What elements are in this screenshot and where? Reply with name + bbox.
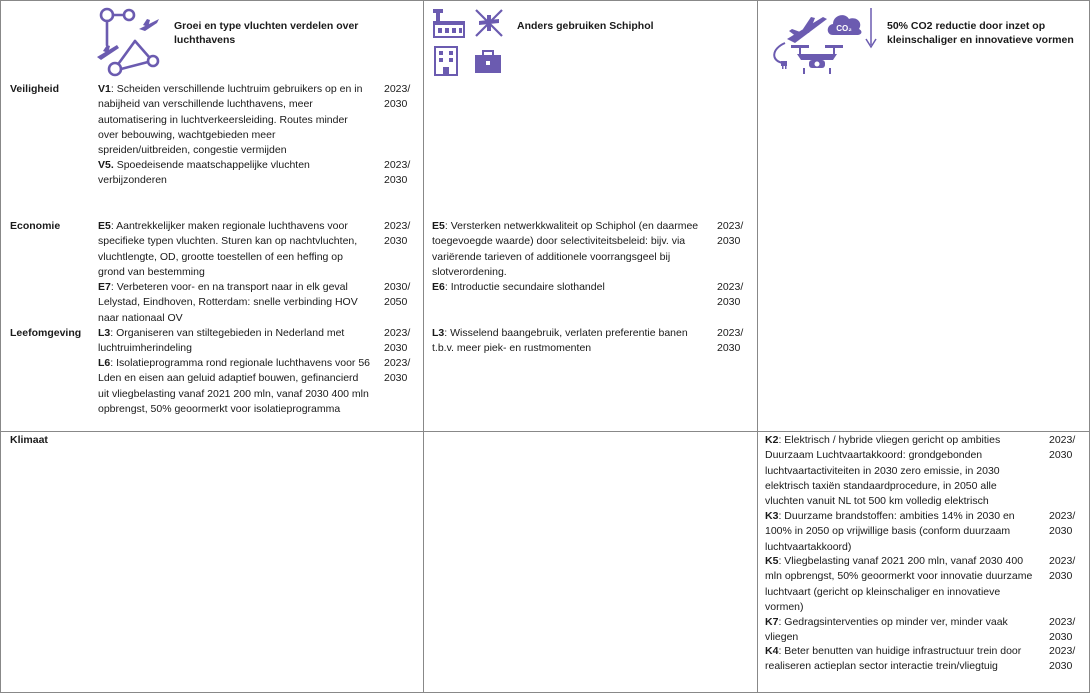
measure-l3-baangebruik-period bbox=[717, 326, 743, 357]
measure-text: Beter benutten van huidige infrastructuur trein door realiseren actieplan sector interactie trein/vliegtuig bbox=[765, 645, 1022, 673]
measure-separator: : bbox=[778, 434, 785, 446]
measure-code: V5. bbox=[98, 159, 114, 171]
period-start: 2023/ bbox=[1049, 510, 1076, 522]
measure-text: Duurzame brandstoffen: ambities 14% in 2030 en 100% in 2050 op vrijwillige basis (conform duurzaam luchtvaartakkoord) bbox=[765, 510, 1015, 553]
period-start: 2023/ bbox=[717, 220, 744, 232]
measure-text: Introductie secundaire slothandel bbox=[450, 281, 605, 293]
period-end: 2050 bbox=[384, 296, 408, 309]
row-label-veiligheid: Veiligheid bbox=[10, 83, 60, 95]
row-divider-klimaat bbox=[1, 431, 1089, 432]
measure-code: L3 bbox=[432, 327, 445, 339]
measure-code: K4 bbox=[765, 645, 779, 657]
measure-k3 bbox=[765, 509, 1035, 555]
measure-code: E6 bbox=[432, 281, 445, 293]
column-divider-2 bbox=[757, 1, 758, 692]
period-end: 2030 bbox=[384, 235, 408, 248]
measure-separator: : bbox=[778, 616, 785, 628]
period-start: 2023/ bbox=[384, 220, 411, 232]
measure-separator: : bbox=[110, 327, 117, 339]
measure-separator: : bbox=[110, 357, 117, 369]
measure-code: E5 bbox=[432, 220, 445, 232]
column-divider-1 bbox=[423, 1, 424, 692]
measure-text: Isolatieprogramma rond regionale luchthavens voor 56 Lden en eisen aan geluid adaptief bouwen, gefinancierd uit vliegbelasting vanaf 2021 200 mln, vanaf 2030 400 mln opbrengst, 50% geoormerkt voor isolatieprogramma bbox=[98, 357, 371, 415]
period-end: 2030 bbox=[1049, 570, 1073, 583]
measure-l6-period bbox=[384, 356, 410, 387]
measure-k3-period bbox=[1049, 509, 1075, 540]
row-label-economie: Economie bbox=[10, 220, 61, 232]
measure-l3-baangebruik bbox=[432, 326, 704, 357]
period-start: 2030/ bbox=[384, 281, 411, 293]
measure-code: E5 bbox=[98, 220, 111, 232]
measure-code: V1 bbox=[98, 83, 111, 95]
measure-k2 bbox=[765, 433, 1035, 509]
period-start: 2023/ bbox=[717, 281, 744, 293]
period-end: 2030 bbox=[384, 98, 408, 111]
measure-v1-period bbox=[384, 82, 410, 113]
measure-code: K7 bbox=[765, 616, 779, 628]
measure-e7-period bbox=[384, 280, 410, 311]
measure-e6 bbox=[432, 280, 704, 295]
period-end: 2030 bbox=[1049, 660, 1073, 673]
measure-e5-regional-period bbox=[384, 219, 410, 250]
measure-k4-period bbox=[1049, 644, 1075, 675]
measure-separator: : bbox=[110, 220, 117, 232]
briefcase-icon bbox=[473, 49, 503, 78]
row-label-klimaat: Klimaat bbox=[10, 434, 48, 446]
measure-k7 bbox=[765, 615, 1035, 646]
terminal-icon bbox=[431, 5, 467, 42]
measure-v5 bbox=[98, 158, 370, 189]
measure-text: Vliegbelasting vanaf 2021 200 mln, vanaf 2030 400 mln opbrengst, 50% geoormerkt voor innovatie duurzame luchtvaart (gericht op kleinschaliger en innovatieve vormen) bbox=[765, 555, 1033, 613]
svg-text:CO₂: CO₂ bbox=[836, 24, 852, 33]
measure-k7-period bbox=[1049, 615, 1075, 646]
period-start: 2023/ bbox=[384, 83, 411, 95]
period-start: 2023/ bbox=[384, 327, 411, 339]
measure-code: L3 bbox=[98, 327, 111, 339]
measure-e5-schiphol bbox=[432, 219, 704, 280]
network-plane-icon bbox=[95, 5, 161, 80]
measure-text: Versterken netwerkkwaliteit op Schiphol (en daarmee toegevoegde waarde) door selectiviteitsbeleid: bijv. via variërende tarieven of additionele voorrangsgeel bij slotverordening. bbox=[432, 220, 699, 278]
period-end: 2030 bbox=[384, 372, 408, 385]
measure-text: Spoedeisende maatschappelijke vluchten verbijzonderen bbox=[98, 159, 310, 187]
measure-code: K5 bbox=[765, 555, 779, 567]
measure-text: Scheiden verschillende luchtruim gebruikers op en in nabijheid van verschillende luchthavens, meer automatisering in luchtverkeersleiding. Routes minder over bebouwing, wachtgebieden meer spreiden/uitbreiden, congestie vermijden bbox=[98, 83, 363, 157]
period-start: 2023/ bbox=[1049, 555, 1076, 567]
measure-e5-schiphol-period bbox=[717, 219, 743, 250]
period-end: 2030 bbox=[1049, 631, 1073, 644]
measure-v1 bbox=[98, 82, 370, 158]
measure-text: Gedragsinterventies op minder ver, minder vaak vliegen bbox=[765, 616, 1008, 644]
measure-text: Verbeteren voor- en na transport naar in elk geval Lelystad, Eindhoven, Rotterdam: snelle verbinding HOV naar nationaal OV bbox=[98, 281, 358, 324]
period-end: 2030 bbox=[384, 174, 408, 187]
period-start: 2023/ bbox=[1049, 645, 1076, 657]
no-plane-icon bbox=[473, 7, 505, 42]
column-title-co2: 50% CO2 reductie door inzet op kleinschaliger en innovatieve vormen bbox=[887, 20, 1074, 46]
down-arrow-icon bbox=[865, 7, 877, 52]
period-start: 2023/ bbox=[717, 327, 744, 339]
measure-separator: : bbox=[444, 327, 451, 339]
row-label-leefomgeving: Leefomgeving bbox=[10, 327, 82, 339]
period-start: 2023/ bbox=[384, 357, 411, 369]
period-end: 2030 bbox=[1049, 525, 1073, 538]
drone-icon bbox=[789, 41, 845, 78]
measure-code: K2 bbox=[765, 434, 779, 446]
measure-separator: : bbox=[778, 510, 785, 522]
measure-separator: : bbox=[444, 220, 451, 232]
measure-l3-stiltegebieden bbox=[98, 326, 370, 357]
period-end: 2030 bbox=[384, 342, 408, 355]
measure-k2-period bbox=[1049, 433, 1075, 464]
measure-e5-regional bbox=[98, 219, 370, 280]
measure-separator: : bbox=[778, 645, 785, 657]
measure-k5 bbox=[765, 554, 1035, 615]
measure-text: Elektrisch / hybride vliegen gericht op ambities Duurzaam Luchtvaartakkoord: grondgebonden luchtvaartactiviteiten in 2030 zero emissie, in 2030 elektrisch taxiën standaardprocedure, in 2050 alle vluchten vanuit NL tot 500 km volledig elektrisch bbox=[765, 434, 1001, 508]
period-start: 2023/ bbox=[384, 159, 411, 171]
measure-code: L6 bbox=[98, 357, 111, 369]
measure-k4 bbox=[765, 644, 1035, 675]
period-start: 2023/ bbox=[1049, 434, 1076, 446]
measure-text: Wisselend baangebruik, verlaten preferentie banen t.b.v. meer piek- en rustmomenten bbox=[432, 327, 688, 355]
period-start: 2023/ bbox=[1049, 616, 1076, 628]
measure-separator: : bbox=[110, 83, 117, 95]
measure-l3-stiltegebieden-period bbox=[384, 326, 410, 357]
measure-code: K3 bbox=[765, 510, 779, 522]
office-building-icon bbox=[433, 45, 459, 80]
measure-l6 bbox=[98, 356, 370, 417]
period-end: 2030 bbox=[717, 342, 741, 355]
measure-separator: : bbox=[778, 555, 785, 567]
measure-separator: : bbox=[444, 281, 451, 293]
period-end: 2030 bbox=[717, 235, 741, 248]
column-title-groei: Groei en type vluchten verdelen over luchthavens bbox=[174, 20, 359, 46]
measure-k5-period bbox=[1049, 554, 1075, 585]
measure-e7 bbox=[98, 280, 370, 326]
period-end: 2030 bbox=[717, 296, 741, 309]
measure-code: E7 bbox=[98, 281, 111, 293]
measure-e6-period bbox=[717, 280, 743, 311]
period-end: 2030 bbox=[1049, 449, 1073, 462]
measure-separator: : bbox=[110, 281, 117, 293]
column-title-schiphol: Anders gebruiken Schiphol bbox=[517, 20, 654, 32]
measure-text: Organiseren van stiltegebieden in Nederland met luchtruimherindeling bbox=[98, 327, 345, 355]
measure-v5-period bbox=[384, 158, 410, 189]
measure-text: Aantrekkelijker maken regionale luchthavens voor specifieke typen vluchten. Sturen kan op nachtvluchten, vluchtlengte, OD, grootte toestellen of een heffing op grond van bestemming bbox=[98, 220, 358, 278]
